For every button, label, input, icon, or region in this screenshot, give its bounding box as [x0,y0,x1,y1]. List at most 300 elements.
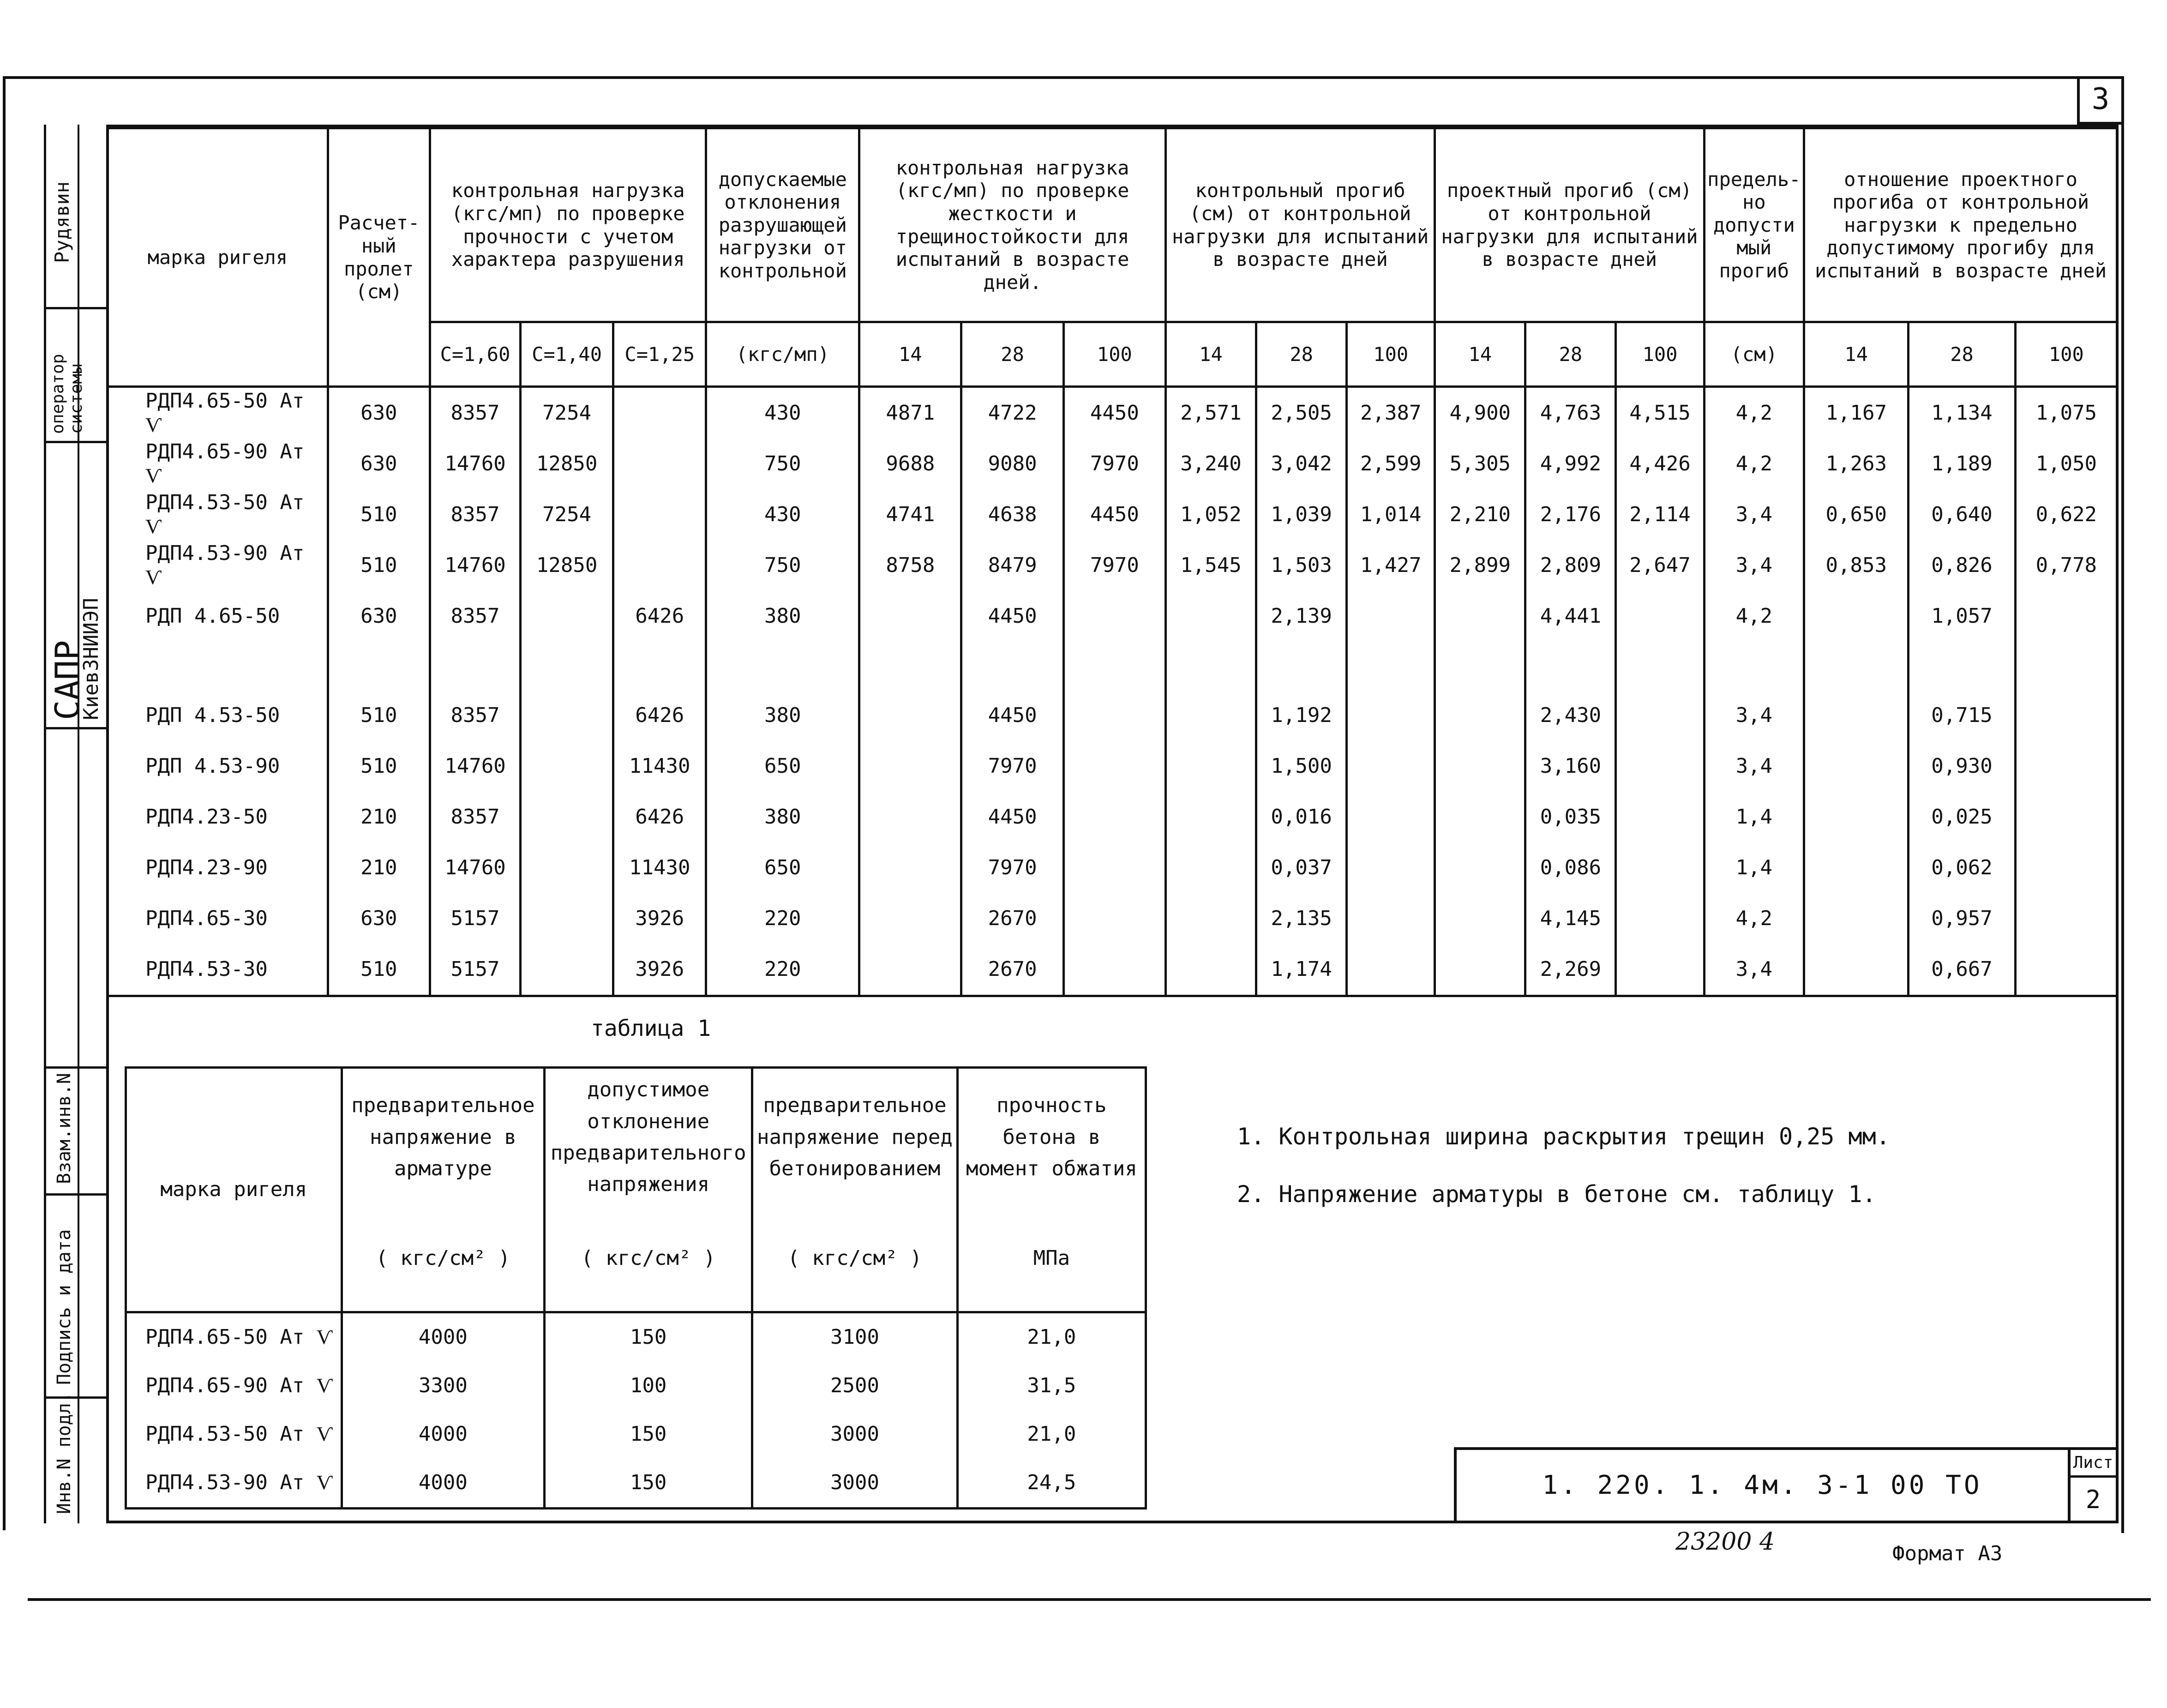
t1-cell-tolerance: 100 [545,1362,752,1410]
header-span: Расчет- ный пролет (см) [328,128,430,387]
cell-r28: 0,025 [1909,792,2015,842]
t1-cell-prestress: 4000 [342,1312,545,1362]
cell-dd14: 2,210 [1435,489,1525,540]
cell-s100 [1063,944,1165,996]
cell-r14 [1804,842,1909,893]
cell-s100 [1063,893,1165,944]
header-strength-load: контрольная нагрузка (кгс/мп) по проверке прочности с учетом характера разрушения [430,128,706,322]
cell-dd14 [1435,893,1525,944]
cell-dev: 750 [706,540,859,591]
table-row [108,642,2118,690]
cell-cd100: 1,427 [1347,540,1435,591]
cell-r28: 0,667 [1909,944,2015,996]
cell-r14 [1804,741,1909,792]
stamp-inv-podl: Инв.N подл. [54,1392,75,1514]
list-box [2068,1447,2119,1523]
t1-header-prestress: предварительное напряжение в арматуре [342,1068,545,1206]
cell-mark: РДП 4.53-50 [108,690,328,741]
cell-r100 [2015,591,2117,642]
cell-s28: 4638 [961,489,1063,540]
sheet-bottom-line [28,1598,2151,1601]
cell-cd28: 0,037 [1256,842,1347,893]
cell-r28: 0,715 [1909,690,2015,741]
cell-dd28: 2,430 [1525,690,1616,741]
stamp-cell-rudyavin [46,125,108,309]
cell-dd28: 4,763 [1525,387,1616,439]
stamp-cell-sapr [46,443,108,729]
cell-cd100 [1347,642,1435,690]
cell-r28: 0,930 [1909,741,2015,792]
t1-header-mark: марка ригеля [126,1068,342,1312]
cell-c140 [521,944,613,996]
t1-cell-prestress: 4000 [342,1459,545,1509]
cell-c140 [521,690,613,741]
cell-cd100: 2,387 [1347,387,1435,439]
cell-s28: 2670 [961,893,1063,944]
cell-c125 [613,439,706,489]
cell-c140 [521,741,613,792]
note-1: 1. Контрольная ширина раскрытия трещин 0,25 мм. [1237,1123,1890,1150]
table1-caption: таблица 1 [591,1016,711,1041]
cell-lim [1704,642,1804,690]
cell-cd28: 0,016 [1256,792,1347,842]
t1-cell-mark: РДП4.53-50 Ат Ѵ [126,1410,342,1459]
table-row [126,1459,1146,1509]
cell-lim: 3,4 [1704,690,1804,741]
cell-c160: 14760 [430,842,520,893]
cell-lim: 1,4 [1704,792,1804,842]
cell-s14 [859,591,961,642]
header-s100: 100 [1063,322,1165,387]
t1-cell-tolerance: 150 [545,1459,752,1509]
cell-c140 [521,842,613,893]
cell-c160: 5157 [430,944,520,996]
cell-cd14 [1165,741,1256,792]
cell-r100 [2015,690,2117,741]
cell-dev: 380 [706,591,859,642]
cell-r14: 0,853 [1804,540,1909,591]
cell-r100 [2015,842,2117,893]
cell-s28: 7970 [961,741,1063,792]
cell-cd28: 1,192 [1256,690,1347,741]
cell-c125 [613,540,706,591]
t1-cell-before: 3000 [752,1410,958,1459]
stamp-cell-vzam [46,1066,108,1196]
cell-c140 [521,792,613,842]
t1-cell-mark: РДП4.65-50 Ат Ѵ [126,1312,342,1362]
cell-c160: 8357 [430,489,520,540]
cell-dd14 [1435,591,1525,642]
cell-dd28: 2,176 [1525,489,1616,540]
cell-span: 210 [328,792,430,842]
cell-c125: 11430 [613,842,706,893]
cell-cd14 [1165,792,1256,842]
cell-s14 [859,893,961,944]
cell-r28 [1909,642,2015,690]
cell-s14: 4741 [859,489,961,540]
cell-cd14 [1165,893,1256,944]
table-row [126,1362,1146,1410]
cell-c140 [521,893,613,944]
cell-r14: 1,263 [1804,439,1909,489]
cell-cd14: 1,052 [1165,489,1256,540]
table-row [108,842,2118,893]
page-number: 3 [2077,76,2121,125]
cell-s28: 2670 [961,944,1063,996]
table-row [108,540,2118,591]
table-row [108,439,2118,489]
cell-lim: 4,2 [1704,893,1804,944]
cell-mark: РДП4.53-50 Ат Ѵ [108,489,328,540]
cell-dd28: 4,145 [1525,893,1616,944]
cell-cd100 [1347,792,1435,842]
cell-cd28: 1,503 [1256,540,1347,591]
t1-header-strength: прочность бетона в момент обжатия [957,1068,1146,1206]
cell-dd28: 2,809 [1525,540,1616,591]
cell-dev: 430 [706,489,859,540]
cell-s14: 4871 [859,387,961,439]
stamp-operator: оператор системы [48,354,86,434]
sheet-format: Формат А3 [1892,1542,2003,1565]
cell-cd100: 2,599 [1347,439,1435,489]
stamp-vzam-inv: Взам.инв.N [54,1073,75,1184]
cell-r100: 1,050 [2015,439,2117,489]
header-ratio: отношение проектного прогиба от контрольной нагрузки к предельно допустимому прогибу для испытаний в возрасте дней [1804,128,2118,322]
cell-lim: 3,4 [1704,944,1804,996]
cell-cd14 [1165,842,1256,893]
t1-cell-before: 3000 [752,1459,958,1509]
cell-c160: 8357 [430,690,520,741]
cell-s14 [859,642,961,690]
cell-s28: 4450 [961,690,1063,741]
cell-c125: 6426 [613,591,706,642]
cell-lim: 4,2 [1704,591,1804,642]
cell-s100 [1063,792,1165,842]
table-row [126,1312,1146,1362]
t1-unit-before: ( кгс/см² ) [752,1206,958,1312]
table-row [108,690,2118,741]
cell-s28: 4450 [961,792,1063,842]
cell-lim: 3,4 [1704,540,1804,591]
cell-c125: 3926 [613,944,706,996]
stamp-kievzniiep: КиевЗНИИЭП [79,598,103,720]
cell-dd14 [1435,690,1525,741]
list-label: Лист [2071,1450,2116,1478]
cell-c125 [613,387,706,439]
cell-dd14 [1435,792,1525,842]
cell-dev: 220 [706,944,859,996]
cell-span: 630 [328,387,430,439]
main-table-body [108,387,2118,996]
table-row [108,792,2118,842]
stamp-cell-podpis [46,1196,108,1399]
cell-s100 [1063,741,1165,792]
t1-cell-strength: 31,5 [957,1362,1146,1410]
cell-dd28: 4,441 [1525,591,1616,642]
cell-mark: РДП4.53-30 [108,944,328,996]
cell-r100: 0,778 [2015,540,2117,591]
cell-dev: 650 [706,842,859,893]
cell-c160 [430,642,520,690]
cell-cd28: 1,039 [1256,489,1347,540]
cell-dd28: 0,035 [1525,792,1616,842]
header-stiffness-load: контрольная нагрузка (кгс/мп) по проверке жесткости и трещиностойкости для испытаний в возрасте дней. [859,128,1166,322]
cell-r100 [2015,893,2117,944]
stamp-cell-operator [46,309,108,443]
cell-mark: РДП4.23-90 [108,842,328,893]
cell-c125 [613,642,706,690]
cell-s28: 9080 [961,439,1063,489]
cell-cd14: 3,240 [1165,439,1256,489]
table-row [108,944,2118,996]
cell-c125: 3926 [613,893,706,944]
main-table [106,127,2119,997]
cell-mark: РДП4.65-50 Ат Ѵ [108,387,328,439]
header-control-deflection: контрольный прогиб (см) от контрольной нагрузки для испытаний в возрасте дней [1165,128,1435,322]
side-stamp [44,125,106,1523]
cell-c140 [521,591,613,642]
header-dd14: 14 [1435,322,1525,387]
cell-dd100 [1616,591,1704,642]
cell-dd100: 2,114 [1616,489,1704,540]
cell-r14: 0,650 [1804,489,1909,540]
table1-body [126,1312,1146,1509]
cell-c160: 8357 [430,591,520,642]
cell-dd100: 2,647 [1616,540,1704,591]
header-design-deflection: проектный прогиб (см) от контрольной нагрузки для испытаний в возрасте дней [1435,128,1704,322]
header-cd14: 14 [1165,322,1256,387]
cell-span: 630 [328,591,430,642]
cell-dev: 380 [706,690,859,741]
cell-r28: 0,062 [1909,842,2015,893]
cell-s14 [859,690,961,741]
cell-mark: РДП4.65-90 Ат Ѵ [108,439,328,489]
cell-s28: 7970 [961,842,1063,893]
cell-cd28: 2,505 [1256,387,1347,439]
header-s28: 28 [961,322,1063,387]
cell-dd100: 4,426 [1616,439,1704,489]
cell-s100 [1063,690,1165,741]
cell-dd14 [1435,741,1525,792]
cell-cd28: 2,135 [1256,893,1347,944]
cell-cd28 [1256,642,1347,690]
cell-span: 510 [328,690,430,741]
cell-s14 [859,842,961,893]
cell-dd100 [1616,690,1704,741]
cell-lim: 3,4 [1704,489,1804,540]
cell-dd14: 5,305 [1435,439,1525,489]
t1-unit-strength: МПа [957,1206,1146,1312]
cell-mark: РДП4.53-90 Ат Ѵ [108,540,328,591]
cell-s28: 4450 [961,591,1063,642]
cell-span: 510 [328,944,430,996]
note-2: 2. Напряжение арматуры в бетоне см. таблицу 1. [1237,1181,1876,1208]
cell-c160: 14760 [430,540,520,591]
cell-s100 [1063,642,1165,690]
t1-cell-before: 3100 [752,1312,958,1362]
cell-span: 510 [328,489,430,540]
cell-dd100 [1616,944,1704,996]
cell-mark: РДП4.65-30 [108,893,328,944]
cell-dd100 [1616,893,1704,944]
cell-s100: 7970 [1063,540,1165,591]
cell-cd28: 1,174 [1256,944,1347,996]
cell-dd100 [1616,792,1704,842]
cell-r28: 1,189 [1909,439,2015,489]
stamp-sapr: САПР [48,640,87,720]
cell-dd14 [1435,842,1525,893]
header-limit: предель- но допусти мый прогиб [1704,128,1804,322]
header-deviation-unit: (кгс/мп) [706,322,859,387]
cell-s100: 4450 [1063,387,1165,439]
table-row [108,591,2118,642]
cell-s14: 9688 [859,439,961,489]
notes [1237,1108,1890,1223]
table-row [108,387,2118,439]
header-mark: марка ригеля [108,128,328,387]
cell-mark [108,642,328,690]
cell-cd28: 1,500 [1256,741,1347,792]
cell-dd28: 3,160 [1525,741,1616,792]
cell-cd100 [1347,591,1435,642]
cell-s100 [1063,591,1165,642]
header-r14: 14 [1804,322,1909,387]
cell-dd28 [1525,642,1616,690]
cell-c140: 12850 [521,540,613,591]
t1-header-tolerance: допустимое отклонение предварительного напряжения [545,1068,752,1206]
cell-c125: 11430 [613,741,706,792]
cell-dd28: 4,992 [1525,439,1616,489]
cell-dd100 [1616,741,1704,792]
cell-cd100 [1347,893,1435,944]
t1-cell-prestress: 3300 [342,1362,545,1410]
cell-r14 [1804,690,1909,741]
cell-c160: 14760 [430,439,520,489]
cell-c160: 5157 [430,893,520,944]
cell-dd14: 4,900 [1435,387,1525,439]
cell-r100: 1,075 [2015,387,2117,439]
cell-s28: 8479 [961,540,1063,591]
cell-dd100 [1616,842,1704,893]
cell-s100: 4450 [1063,489,1165,540]
cell-c125: 6426 [613,690,706,741]
cell-span: 630 [328,439,430,489]
table-row [108,893,2118,944]
cell-cd14 [1165,944,1256,996]
cell-s28 [961,642,1063,690]
table-row [126,1410,1146,1459]
t1-cell-strength: 24,5 [957,1459,1146,1509]
cell-r14 [1804,944,1909,996]
cell-cd100: 1,014 [1347,489,1435,540]
cell-c160: 8357 [430,792,520,842]
cell-r14 [1804,591,1909,642]
stamp-cell-inv [46,1392,108,1523]
cell-dd28: 2,269 [1525,944,1616,996]
cell-lim: 4,2 [1704,387,1804,439]
drawing-frame-left [3,76,6,1530]
cell-mark: РДП 4.53-90 [108,741,328,792]
cell-r28: 1,057 [1909,591,2015,642]
cell-cd28: 2,139 [1256,591,1347,642]
cell-c125: 6426 [613,792,706,842]
cell-r100 [2015,944,2117,996]
cell-r14 [1804,792,1909,842]
cell-dd28: 0,086 [1525,842,1616,893]
cell-c125 [613,489,706,540]
cell-s100: 7970 [1063,439,1165,489]
stamp-podpis-data: Подпись и дата [54,1229,75,1385]
cell-c140: 7254 [521,489,613,540]
cell-r28: 0,826 [1909,540,2015,591]
cell-span: 630 [328,893,430,944]
t1-unit-prestress: ( кгс/см² ) [342,1206,545,1312]
cell-lim: 4,2 [1704,439,1804,489]
header-c160: С=1,60 [430,322,520,387]
cell-r14: 1,167 [1804,387,1909,439]
header-r100: 100 [2015,322,2117,387]
cell-span: 510 [328,741,430,792]
cell-cd28: 3,042 [1256,439,1347,489]
cell-s100 [1063,842,1165,893]
cell-dd14 [1435,642,1525,690]
cell-cd100 [1347,690,1435,741]
cell-cd14: 2,571 [1165,387,1256,439]
cell-c160: 14760 [430,741,520,792]
cell-s14 [859,741,961,792]
cell-dev [706,642,859,690]
t1-cell-strength: 21,0 [957,1410,1146,1459]
cell-s14 [859,792,961,842]
cell-s14 [859,944,961,996]
cell-cd14 [1165,690,1256,741]
cell-c160: 8357 [430,387,520,439]
t1-cell-before: 2500 [752,1362,958,1410]
cell-r100: 0,622 [2015,489,2117,540]
cell-dev: 430 [706,387,859,439]
t1-cell-mark: РДП4.65-90 Ат Ѵ [126,1362,342,1410]
t1-unit-tolerance: ( кгс/см² ) [545,1206,752,1312]
cell-dev: 380 [706,792,859,842]
cell-cd14: 1,545 [1165,540,1256,591]
cell-span [328,642,430,690]
t1-cell-tolerance: 150 [545,1410,752,1459]
cell-mark: РДП 4.65-50 [108,591,328,642]
header-dd28: 28 [1525,322,1616,387]
cell-c140: 12850 [521,439,613,489]
handwritten-number: 23200 4 [1675,1528,1775,1556]
stamp-rudyavin: Рудявин [51,181,73,263]
cell-dd14 [1435,944,1525,996]
cell-r100 [2015,792,2117,842]
cell-r100 [2015,741,2117,792]
cell-c140: 7254 [521,387,613,439]
cell-cd100 [1347,842,1435,893]
cell-cd14 [1165,642,1256,690]
header-limit-unit: (см) [1704,322,1804,387]
table-row [108,489,2118,540]
header-s14: 14 [859,322,961,387]
cell-dd14: 2,899 [1435,540,1525,591]
cell-cd14 [1165,591,1256,642]
table-row [108,741,2118,792]
table1 [125,1066,1147,1510]
cell-r100 [2015,642,2117,690]
header-c125: С=1,25 [613,322,706,387]
cell-cd100 [1347,944,1435,996]
cell-r14 [1804,893,1909,944]
cell-s28: 4722 [961,387,1063,439]
